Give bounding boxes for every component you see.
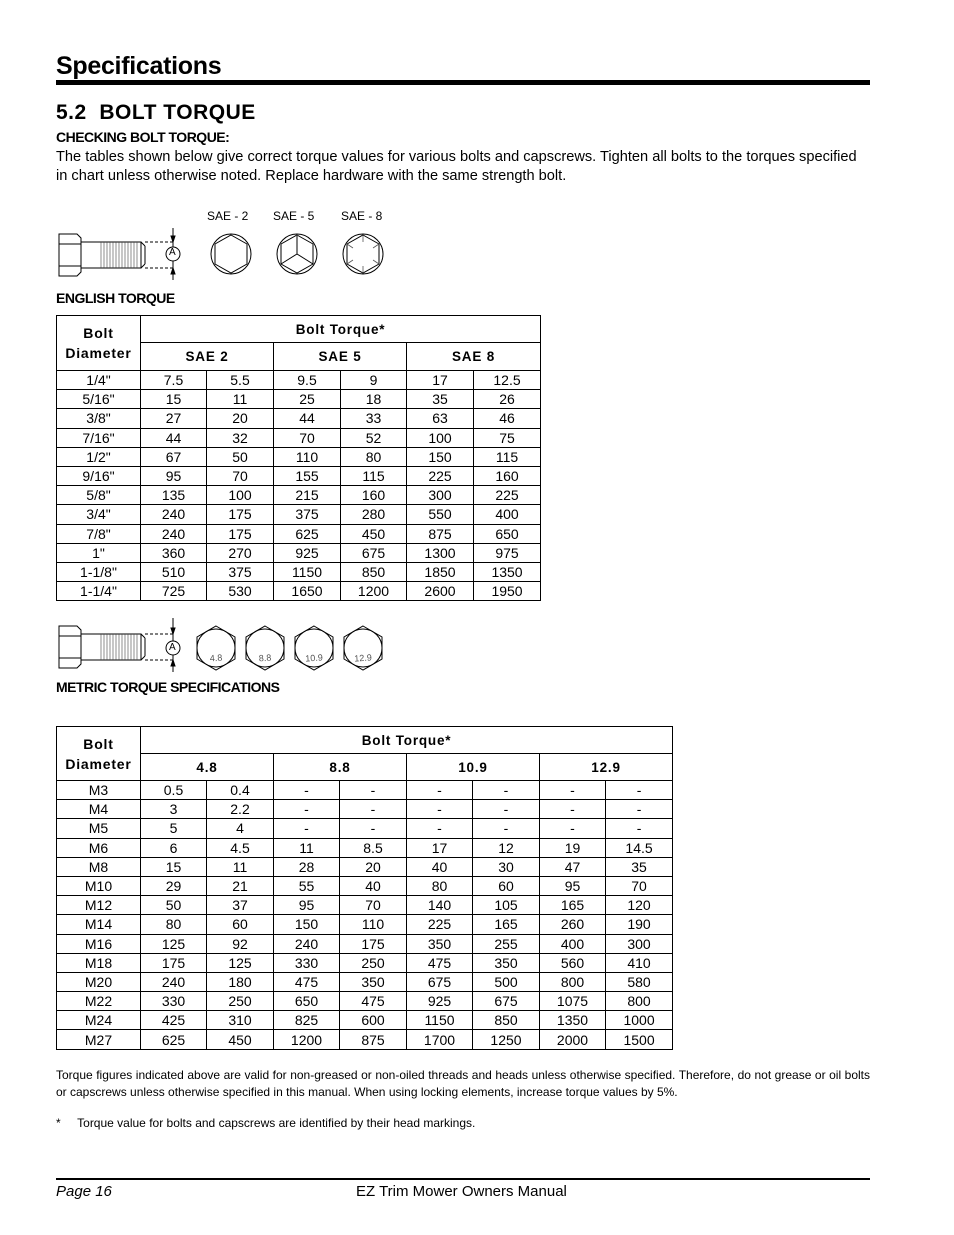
grade-header-8-8: 8.8 xyxy=(274,754,407,781)
english-torque-cell: 270 xyxy=(207,543,274,562)
metric-torque-cell: 35 xyxy=(606,857,673,876)
metric-torque-cell: 850 xyxy=(473,1011,540,1030)
metric-torque-cell: 40 xyxy=(340,876,407,895)
english-torque-cell: 300 xyxy=(407,486,474,505)
english-torque-cell: 1650 xyxy=(274,582,341,601)
english-torque-cell: 12.5 xyxy=(474,371,541,390)
metric-torque-cell: 1250 xyxy=(473,1030,540,1049)
metric-torque-cell: 190 xyxy=(606,915,673,934)
metric-torque-cell: 260 xyxy=(540,915,606,934)
metric-diameter-cell: M8 xyxy=(57,857,141,876)
metric-torque-cell: - xyxy=(473,819,540,838)
metric-torque-cell: 5 xyxy=(141,819,207,838)
metric-torque-cell: 800 xyxy=(606,992,673,1011)
metric-torque-cell: 350 xyxy=(473,953,540,972)
english-torque-cell: 1950 xyxy=(474,582,541,601)
metric-torque-cell: 1350 xyxy=(540,1011,606,1030)
english-torque-cell: 15 xyxy=(141,390,207,409)
metric-torque-cell: 255 xyxy=(473,934,540,953)
metric-row xyxy=(57,781,673,800)
metric-torque-cell: 675 xyxy=(473,992,540,1011)
english-torque-cell: 7.5 xyxy=(141,371,207,390)
english-torque-cell: 375 xyxy=(207,562,274,581)
metric-torque-cell: 580 xyxy=(606,972,673,991)
metric-torque-cell: - xyxy=(606,819,673,838)
english-torque-cell: 67 xyxy=(141,447,207,466)
metric-torque-cell: 410 xyxy=(606,953,673,972)
english-torque-cell: 375 xyxy=(274,505,341,524)
english-torque-cell: 450 xyxy=(341,524,407,543)
english-torque-cell: 400 xyxy=(474,505,541,524)
manual-title: EZ Trim Mower Owners Manual xyxy=(356,1183,567,1200)
metric-torque-cell: 19 xyxy=(540,838,606,857)
english-torque-cell: 1350 xyxy=(474,562,541,581)
english-torque-cell: 18 xyxy=(341,390,407,409)
english-diameter-cell: 5/16" xyxy=(57,390,141,409)
english-row xyxy=(57,562,541,581)
metric-torque-cell: 37 xyxy=(207,896,274,915)
metric-torque-cell: 350 xyxy=(340,972,407,991)
metric-row xyxy=(57,876,673,895)
metric-diameter-cell: M22 xyxy=(57,992,141,1011)
metric-torque-cell: - xyxy=(274,781,340,800)
metric-row xyxy=(57,915,673,934)
english-bolt-diagram xyxy=(55,222,395,284)
metric-bolt-torque-header: Bolt Torque* xyxy=(141,727,673,754)
english-torque-cell: 63 xyxy=(407,409,474,428)
metric-diameter-cell: M4 xyxy=(57,800,141,819)
metric-torque-cell: 1200 xyxy=(274,1030,340,1049)
metric-torque-cell: 95 xyxy=(274,896,340,915)
metric-row xyxy=(57,896,673,915)
english-torque-cell: 280 xyxy=(341,505,407,524)
english-diameter-cell: 7/16" xyxy=(57,428,141,447)
english-torque-cell: 33 xyxy=(341,409,407,428)
metric-diameter-cell: M12 xyxy=(57,896,141,915)
metric-torque-cell: 4.5 xyxy=(207,838,274,857)
metric-torque-cell: 20 xyxy=(340,857,407,876)
english-row xyxy=(57,466,541,485)
metric-torque-cell: 6 xyxy=(141,838,207,857)
metric-row xyxy=(57,972,673,991)
english-torque-cell: 360 xyxy=(141,543,207,562)
metric-torque-cell: - xyxy=(407,800,473,819)
english-diameter-cell: 7/8" xyxy=(57,524,141,543)
metric-diameter-cell: M27 xyxy=(57,1030,141,1049)
metric-torque-cell: 120 xyxy=(606,896,673,915)
metric-torque-cell: 70 xyxy=(340,896,407,915)
metric-torque-cell: 625 xyxy=(141,1030,207,1049)
metric-torque-cell: - xyxy=(540,781,606,800)
head-marking-note xyxy=(56,1115,870,1132)
metric-torque-cell: - xyxy=(340,800,407,819)
grade-mark-4-8: 4.8 xyxy=(209,652,223,664)
english-diameter-cell: 1-1/8" xyxy=(57,562,141,581)
metric-torque-cell: 650 xyxy=(274,992,340,1011)
grade-mark-8-8: 8.8 xyxy=(258,652,272,664)
metric-torque-cell: 21 xyxy=(207,876,274,895)
metric-torque-cell: 310 xyxy=(207,1011,274,1030)
metric-torque-cell: 800 xyxy=(540,972,606,991)
metric-torque-cell: 50 xyxy=(141,896,207,915)
english-torque-cell: 75 xyxy=(474,428,541,447)
english-torque-cell: 70 xyxy=(274,428,341,447)
metric-torque-cell: 29 xyxy=(141,876,207,895)
english-diameter-cell: 1/4" xyxy=(57,371,141,390)
bolt-diameter-header: Bolt Diameter xyxy=(57,316,141,371)
english-torque-cell: 9.5 xyxy=(274,371,341,390)
english-torque-cell: 1850 xyxy=(407,562,474,581)
english-torque-cell: 625 xyxy=(274,524,341,543)
metric-torque-cell: - xyxy=(340,819,407,838)
grade-mark-12-9: 12.9 xyxy=(353,652,373,664)
metric-torque-cell: 175 xyxy=(141,953,207,972)
metric-torque-cell: 475 xyxy=(340,992,407,1011)
metric-torque-cell: 475 xyxy=(274,972,340,991)
english-torque-cell: 100 xyxy=(407,428,474,447)
grade-header-sae8: SAE 8 xyxy=(407,343,541,371)
metric-torque-cell: 925 xyxy=(407,992,473,1011)
metric-torque-cell: 11 xyxy=(274,838,340,857)
metric-diameter-cell: M6 xyxy=(57,838,141,857)
metric-torque-cell: 14.5 xyxy=(606,838,673,857)
english-torque-cell: 175 xyxy=(207,524,274,543)
english-torque-cell: 875 xyxy=(407,524,474,543)
metric-diameter-cell: M18 xyxy=(57,953,141,972)
english-torque-cell: 26 xyxy=(474,390,541,409)
english-torque-cell: 225 xyxy=(474,486,541,505)
english-torque-cell: 35 xyxy=(407,390,474,409)
english-torque-title: ENGLISH TORQUE xyxy=(56,290,175,306)
metric-torque-cell: - xyxy=(606,781,673,800)
english-torque-cell: 975 xyxy=(474,543,541,562)
bolt-torque-header: Bolt Torque* xyxy=(141,316,541,343)
english-diameter-cell: 1-1/4" xyxy=(57,582,141,601)
english-diameter-cell: 5/8" xyxy=(57,486,141,505)
sae-8-label: SAE - 8 xyxy=(341,209,383,223)
english-row xyxy=(57,390,541,409)
english-torque-cell: 50 xyxy=(207,447,274,466)
metric-torque-cell: 600 xyxy=(340,1011,407,1030)
metric-torque-cell: 475 xyxy=(407,953,473,972)
metric-row xyxy=(57,953,673,972)
english-torque-cell: 215 xyxy=(274,486,341,505)
metric-torque-cell: 240 xyxy=(274,934,340,953)
metric-torque-cell: 2.2 xyxy=(207,800,274,819)
metric-torque-cell: 250 xyxy=(207,992,274,1011)
metric-row xyxy=(57,819,673,838)
metric-row xyxy=(57,1011,673,1030)
metric-torque-cell: - xyxy=(606,800,673,819)
english-torque-cell: 850 xyxy=(341,562,407,581)
metric-torque-cell: 4 xyxy=(207,819,274,838)
metric-torque-cell: 80 xyxy=(407,876,473,895)
english-torque-cell: 240 xyxy=(141,524,207,543)
metric-torque-cell: 2000 xyxy=(540,1030,606,1049)
metric-torque-cell: 1150 xyxy=(407,1011,473,1030)
header-rule xyxy=(56,80,870,85)
metric-torque-cell: 165 xyxy=(540,896,606,915)
metric-torque-cell: 15 xyxy=(141,857,207,876)
english-torque-cell: 44 xyxy=(274,409,341,428)
english-torque-cell: 155 xyxy=(274,466,341,485)
english-torque-cell: 46 xyxy=(474,409,541,428)
metric-torque-cell: 560 xyxy=(540,953,606,972)
metric-torque-cell: 60 xyxy=(473,876,540,895)
metric-torque-cell: 12 xyxy=(473,838,540,857)
metric-torque-cell: 3 xyxy=(141,800,207,819)
metric-torque-cell: 1000 xyxy=(606,1011,673,1030)
metric-torque-cell: 47 xyxy=(540,857,606,876)
english-diameter-cell: 3/8" xyxy=(57,409,141,428)
english-torque-cell: 100 xyxy=(207,486,274,505)
english-torque-cell: 135 xyxy=(141,486,207,505)
english-torque-cell: 115 xyxy=(341,466,407,485)
metric-torque-cell: 17 xyxy=(407,838,473,857)
english-torque-cell: 32 xyxy=(207,428,274,447)
metric-torque-cell: 1500 xyxy=(606,1030,673,1049)
english-row xyxy=(57,409,541,428)
grade-mark-10-9: 10.9 xyxy=(304,652,324,664)
english-row xyxy=(57,505,541,524)
metric-diameter-cell: M20 xyxy=(57,972,141,991)
metric-torque-cell: - xyxy=(473,781,540,800)
metric-torque-cell: 110 xyxy=(340,915,407,934)
metric-diameter-cell: M5 xyxy=(57,819,141,838)
metric-bolt-diagram xyxy=(55,614,385,676)
english-torque-cell: 44 xyxy=(141,428,207,447)
english-diameter-cell: 3/4" xyxy=(57,505,141,524)
metric-torque-title: METRIC TORQUE SPECIFICATIONS xyxy=(56,679,280,695)
metric-row xyxy=(57,838,673,857)
metric-torque-cell: - xyxy=(407,819,473,838)
metric-torque-cell: 875 xyxy=(340,1030,407,1049)
metric-torque-cell: 60 xyxy=(207,915,274,934)
english-diameter-cell: 9/16" xyxy=(57,466,141,485)
metric-row xyxy=(57,1030,673,1049)
english-diameter-cell: 1/2" xyxy=(57,447,141,466)
english-row xyxy=(57,447,541,466)
grade-header-12-9: 12.9 xyxy=(540,754,673,781)
english-torque-cell: 1200 xyxy=(341,582,407,601)
english-torque-cell: 550 xyxy=(407,505,474,524)
metric-torque-cell: 92 xyxy=(207,934,274,953)
metric-torque-cell: 30 xyxy=(473,857,540,876)
english-torque-cell: 925 xyxy=(274,543,341,562)
metric-torque-cell: 250 xyxy=(340,953,407,972)
metric-torque-cell: 400 xyxy=(540,934,606,953)
metric-torque-cell: 300 xyxy=(606,934,673,953)
english-row xyxy=(57,582,541,601)
sae-5-label: SAE - 5 xyxy=(273,209,315,223)
metric-torque-cell: - xyxy=(407,781,473,800)
metric-torque-cell: 675 xyxy=(407,972,473,991)
sae-2-label: SAE - 2 xyxy=(207,209,249,223)
english-torque-cell: 160 xyxy=(474,466,541,485)
metric-diameter-cell: M24 xyxy=(57,1011,141,1030)
page-number: Page 16 xyxy=(56,1183,112,1200)
metric-torque-cell: 0.5 xyxy=(141,781,207,800)
english-row xyxy=(57,486,541,505)
english-torque-cell: 225 xyxy=(407,466,474,485)
english-torque-cell: 17 xyxy=(407,371,474,390)
english-torque-cell: 175 xyxy=(207,505,274,524)
english-torque-cell: 675 xyxy=(341,543,407,562)
metric-torque-cell: 175 xyxy=(340,934,407,953)
metric-torque-cell: 55 xyxy=(274,876,340,895)
english-torque-table xyxy=(56,315,541,601)
metric-torque-cell: 1700 xyxy=(407,1030,473,1049)
section-title: 5.2 BOLT TORQUE xyxy=(56,101,256,124)
grade-header-sae2: SAE 2 xyxy=(141,343,274,371)
metric-torque-table xyxy=(56,726,673,1050)
english-torque-cell: 80 xyxy=(341,447,407,466)
metric-torque-cell: 95 xyxy=(540,876,606,895)
note-text: Torque value for bolts and capscrews are identified by their head markings. xyxy=(77,1116,476,1130)
metric-diameter-cell: M3 xyxy=(57,781,141,800)
metric-torque-cell: 8.5 xyxy=(340,838,407,857)
metric-torque-cell: 105 xyxy=(473,896,540,915)
english-torque-cell: 52 xyxy=(341,428,407,447)
metric-row xyxy=(57,800,673,819)
english-torque-cell: 1300 xyxy=(407,543,474,562)
metric-diameter-cell: M16 xyxy=(57,934,141,953)
metric-torque-cell: 825 xyxy=(274,1011,340,1030)
metric-torque-cell: 500 xyxy=(473,972,540,991)
english-torque-cell: 115 xyxy=(474,447,541,466)
metric-torque-cell: - xyxy=(274,819,340,838)
metric-torque-cell: 450 xyxy=(207,1030,274,1049)
intro-paragraph: The tables shown below give correct torque values for various bolts and capscrews. Tighten all bolts to the torques specified in chart unless otherwise noted. Replace hardware with the same strength bolt. xyxy=(56,149,857,184)
english-diameter-cell: 1" xyxy=(57,543,141,562)
metric-torque-cell: 165 xyxy=(473,915,540,934)
metric-torque-cell: 330 xyxy=(141,992,207,1011)
english-torque-cell: 110 xyxy=(274,447,341,466)
metric-torque-cell: 425 xyxy=(141,1011,207,1030)
metric-torque-cell: 240 xyxy=(141,972,207,991)
metric-torque-cell: 150 xyxy=(274,915,340,934)
english-torque-cell: 1150 xyxy=(274,562,341,581)
metric-torque-cell: 330 xyxy=(274,953,340,972)
english-row xyxy=(57,371,541,390)
metric-torque-cell: - xyxy=(540,819,606,838)
footer-rule xyxy=(56,1178,870,1180)
grade-header-sae5: SAE 5 xyxy=(274,343,407,371)
metric-torque-cell: 140 xyxy=(407,896,473,915)
english-torque-cell: 27 xyxy=(141,409,207,428)
english-row xyxy=(57,428,541,447)
metric-row xyxy=(57,934,673,953)
metric-torque-cell: 80 xyxy=(141,915,207,934)
metric-row xyxy=(57,992,673,1011)
english-torque-cell: 11 xyxy=(207,390,274,409)
metric-row xyxy=(57,857,673,876)
metric-torque-cell: 11 xyxy=(207,857,274,876)
english-torque-cell: 160 xyxy=(341,486,407,505)
english-torque-cell: 150 xyxy=(407,447,474,466)
english-torque-cell: 530 xyxy=(207,582,274,601)
grade-header-4-8: 4.8 xyxy=(141,754,274,781)
diameter-marker-a: A xyxy=(169,247,176,258)
checking-subtitle: CHECKING BOLT TORQUE: xyxy=(56,129,230,145)
metric-torque-cell: - xyxy=(274,800,340,819)
page-header-title: Specifications xyxy=(56,52,222,80)
english-torque-cell: 20 xyxy=(207,409,274,428)
grade-header-10-9: 10.9 xyxy=(407,754,540,781)
english-torque-cell: 510 xyxy=(141,562,207,581)
metric-torque-cell: - xyxy=(473,800,540,819)
english-torque-cell: 650 xyxy=(474,524,541,543)
english-torque-cell: 9 xyxy=(341,371,407,390)
metric-torque-cell: 40 xyxy=(407,857,473,876)
metric-torque-cell: 350 xyxy=(407,934,473,953)
english-torque-cell: 95 xyxy=(141,466,207,485)
english-torque-cell: 725 xyxy=(141,582,207,601)
metric-diameter-cell: M14 xyxy=(57,915,141,934)
metric-torque-cell: 1075 xyxy=(540,992,606,1011)
metric-diameter-marker-a: A xyxy=(169,642,176,653)
note-asterisk: * xyxy=(56,1116,61,1130)
english-torque-cell: 70 xyxy=(207,466,274,485)
metric-torque-cell: 125 xyxy=(141,934,207,953)
metric-bolt-diameter-header: Bolt Diameter xyxy=(57,727,141,781)
metric-diameter-cell: M10 xyxy=(57,876,141,895)
metric-torque-cell: 28 xyxy=(274,857,340,876)
metric-torque-cell: - xyxy=(340,781,407,800)
metric-torque-cell: 0.4 xyxy=(207,781,274,800)
english-torque-cell: 25 xyxy=(274,390,341,409)
torque-note: Torque figures indicated above are valid for non-greased or non-oiled threads and heads unless otherwise specified. Therefore, do not grease or oil bolts or capscrews unless otherwise specified in this manual. When using locking elements, increase torque values by 5%. xyxy=(56,1068,870,1099)
english-row xyxy=(57,543,541,562)
english-torque-cell: 240 xyxy=(141,505,207,524)
english-row xyxy=(57,524,541,543)
metric-torque-cell: 70 xyxy=(606,876,673,895)
metric-torque-cell: - xyxy=(540,800,606,819)
english-torque-cell: 2600 xyxy=(407,582,474,601)
metric-torque-cell: 225 xyxy=(407,915,473,934)
english-torque-cell: 5.5 xyxy=(207,371,274,390)
metric-torque-cell: 180 xyxy=(207,972,274,991)
metric-torque-cell: 125 xyxy=(207,953,274,972)
